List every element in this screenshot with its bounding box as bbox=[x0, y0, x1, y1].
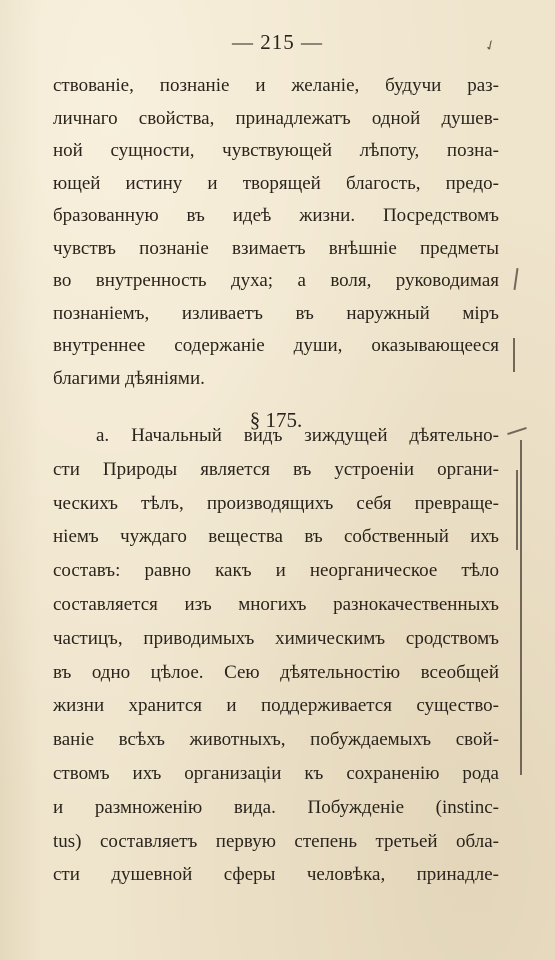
text-line: частицъ, приводимыхъ химическимъ сродствомъ bbox=[53, 627, 499, 649]
text-line: бразованную въ идеѣ жизни. Посредствомъ bbox=[53, 205, 499, 226]
text-line: составляется изъ многихъ разнокачественныхъ bbox=[53, 593, 499, 615]
text-line: ющей истину и творящей благость, предо- bbox=[53, 172, 499, 194]
text-line: ствомъ ихъ организаціи къ сохраненію рода bbox=[53, 762, 499, 784]
text-line: ніемъ чуждаго вещества въ собственный ихъ bbox=[53, 526, 499, 548]
text-line: ной сущности, чувствующей лѣпоту, позна- bbox=[53, 140, 499, 161]
text-line: ваніе всѣхъ животныхъ, побуждаемыхъ свой- bbox=[53, 729, 499, 751]
text-line: ствованіе, познаніе и желаніе, будучи раз- bbox=[53, 75, 499, 96]
text-line: въ одно цѣлое. Сею дѣятельностію всеобщей bbox=[53, 661, 499, 683]
section-heading: § 175. bbox=[249, 408, 303, 432]
text-line: жизни хранится и поддерживается существо- bbox=[53, 695, 499, 717]
paragraph-1 bbox=[53, 70, 499, 441]
text-line: во внутренность духа; а воля, руководимая bbox=[53, 270, 499, 291]
margin-pencil-mark bbox=[520, 440, 522, 775]
text-line: чувствъ познаніе взимаетъ внѣшніе предметы bbox=[53, 237, 499, 259]
text-line: личнаго свойства, принадлежатъ одной душев- bbox=[53, 107, 499, 129]
margin-pencil-mark bbox=[507, 427, 527, 435]
paragraph-2 bbox=[53, 419, 499, 892]
text-line: ческихъ тѣлъ, производящихъ себя превраще- bbox=[53, 492, 499, 514]
text-line: а. Начальный видъ зиждущей дѣятельно- bbox=[96, 425, 499, 446]
page-number: — 215 — bbox=[232, 30, 323, 54]
text-line: сти душевной сферы человѣка, принадле- bbox=[53, 864, 499, 886]
text-line: внутреннее содержаніе души, оказывающееся bbox=[53, 335, 499, 356]
margin-pencil-mark bbox=[516, 470, 518, 550]
text-line: и размноженію вида. Побужденіе (instinc- bbox=[53, 796, 499, 818]
text-line: tus) составляетъ первую степень третьей обла- bbox=[53, 830, 499, 852]
text-line: познаніемъ, изливаетъ въ наружный міръ bbox=[53, 302, 499, 324]
pencil-mark-icon: ✓ bbox=[482, 37, 500, 56]
text-line: сти Природы является въ устроеніи органи- bbox=[53, 458, 499, 480]
margin-pencil-mark bbox=[513, 338, 515, 372]
text-line: благими дѣяніями. bbox=[53, 367, 205, 389]
text-line: составъ: равно какъ и неорганическое тѣло bbox=[53, 560, 499, 582]
margin-pencil-mark bbox=[513, 268, 518, 290]
